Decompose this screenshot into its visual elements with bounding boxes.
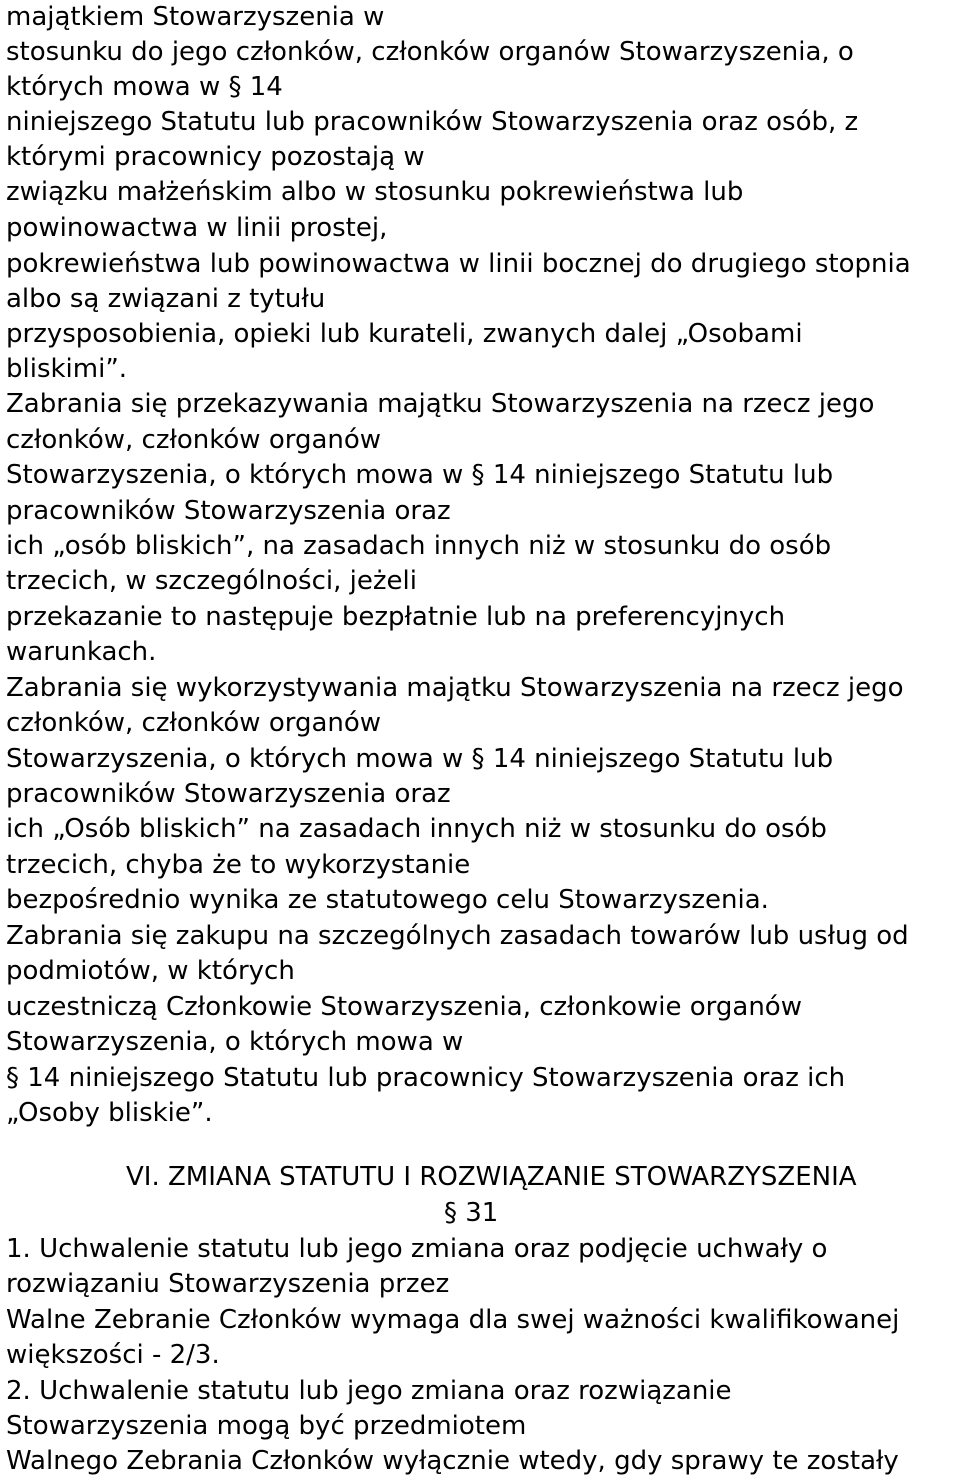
text-line: Zabrania się przekazywania majątku Stowarzyszenia na rzecz jego	[6, 389, 875, 419]
text-line: majątkiem Stowarzyszenia w	[6, 2, 385, 32]
text-line: trzecich, chyba że to wykorzystanie	[6, 850, 471, 880]
text-line: rozwiązaniu Stowarzyszenia przez	[6, 1269, 450, 1299]
section-heading: VI. ZMIANA STATUTU I ROZWIĄZANIE STOWARZYSZENIA	[126, 1162, 857, 1192]
text-line: Walnego Zebrania Członków wyłącznie wtedy, gdy sprawy te zostały	[6, 1446, 899, 1476]
text-line: większości - 2/3.	[6, 1340, 220, 1370]
text-line: Zabrania się wykorzystywania majątku Stowarzyszenia na rzecz jego	[6, 673, 904, 703]
text-line: Stowarzyszenia, o których mowa w	[6, 1027, 464, 1057]
text-line: § 14 niniejszego Statutu lub pracownicy Stowarzyszenia oraz ich	[6, 1063, 846, 1093]
text-line: niniejszego Statutu lub pracowników Stowarzyszenia oraz osób, z	[6, 107, 859, 137]
text-line: pracowników Stowarzyszenia oraz	[6, 496, 451, 526]
paragraph-number: § 31	[444, 1198, 499, 1228]
text-line: Stowarzyszenia, o których mowa w § 14 niniejszego Statutu lub	[6, 460, 834, 490]
text-line: Zabrania się zakupu na szczególnych zasadach towarów lub usług od	[6, 921, 909, 951]
text-line: pokrewieństwa lub powinowactwa w linii bocznej do drugiego stopnia	[6, 249, 911, 279]
text-line: podmiotów, w których	[6, 956, 295, 986]
text-line: bliskimi”.	[6, 354, 128, 384]
text-line: warunkach.	[6, 637, 157, 667]
text-line: „Osoby bliskie”.	[6, 1098, 213, 1128]
text-line: którymi pracownicy pozostają w	[6, 142, 425, 172]
text-line: pracowników Stowarzyszenia oraz	[6, 779, 451, 809]
text-line: ich „Osób bliskich” na zasadach innych niż w stosunku do osób	[6, 814, 827, 844]
text-line: stosunku do jego członków, członków organów Stowarzyszenia, o	[6, 37, 854, 67]
text-line: uczestniczą Członkowie Stowarzyszenia, członkowie organów	[6, 992, 802, 1022]
text-line: ich „osób bliskich”, na zasadach innych niż w stosunku do osób	[6, 531, 832, 561]
text-line: związku małżeńskim albo w stosunku pokrewieństwa lub	[6, 177, 744, 207]
text-line: Stowarzyszenia, o których mowa w § 14 niniejszego Statutu lub	[6, 744, 834, 774]
text-line: członków, członków organów	[6, 425, 382, 455]
text-line: powinowactwa w linii prostej,	[6, 213, 388, 243]
text-line: albo są związani z tytułu	[6, 284, 326, 314]
text-line: 1. Uchwalenie statutu lub jego zmiana oraz podjęcie uchwały o	[6, 1234, 828, 1264]
text-line: Stowarzyszenia mogą być przedmiotem	[6, 1411, 527, 1441]
text-line: bezpośrednio wynika ze statutowego celu Stowarzyszenia.	[6, 885, 769, 915]
text-line: których mowa w § 14	[6, 72, 283, 102]
text-line: przekazanie to następuje bezpłatnie lub na preferencyjnych	[6, 602, 786, 632]
text-line: członków, członków organów	[6, 708, 382, 738]
text-line: 2. Uchwalenie statutu lub jego zmiana oraz rozwiązanie	[6, 1376, 732, 1406]
text-line: trzecich, w szczególności, jeżeli	[6, 566, 417, 596]
text-line: Walne Zebranie Członków wymaga dla swej ważności kwalifikowanej	[6, 1305, 900, 1335]
text-line: przysposobienia, opieki lub kurateli, zwanych dalej „Osobami	[6, 319, 803, 349]
